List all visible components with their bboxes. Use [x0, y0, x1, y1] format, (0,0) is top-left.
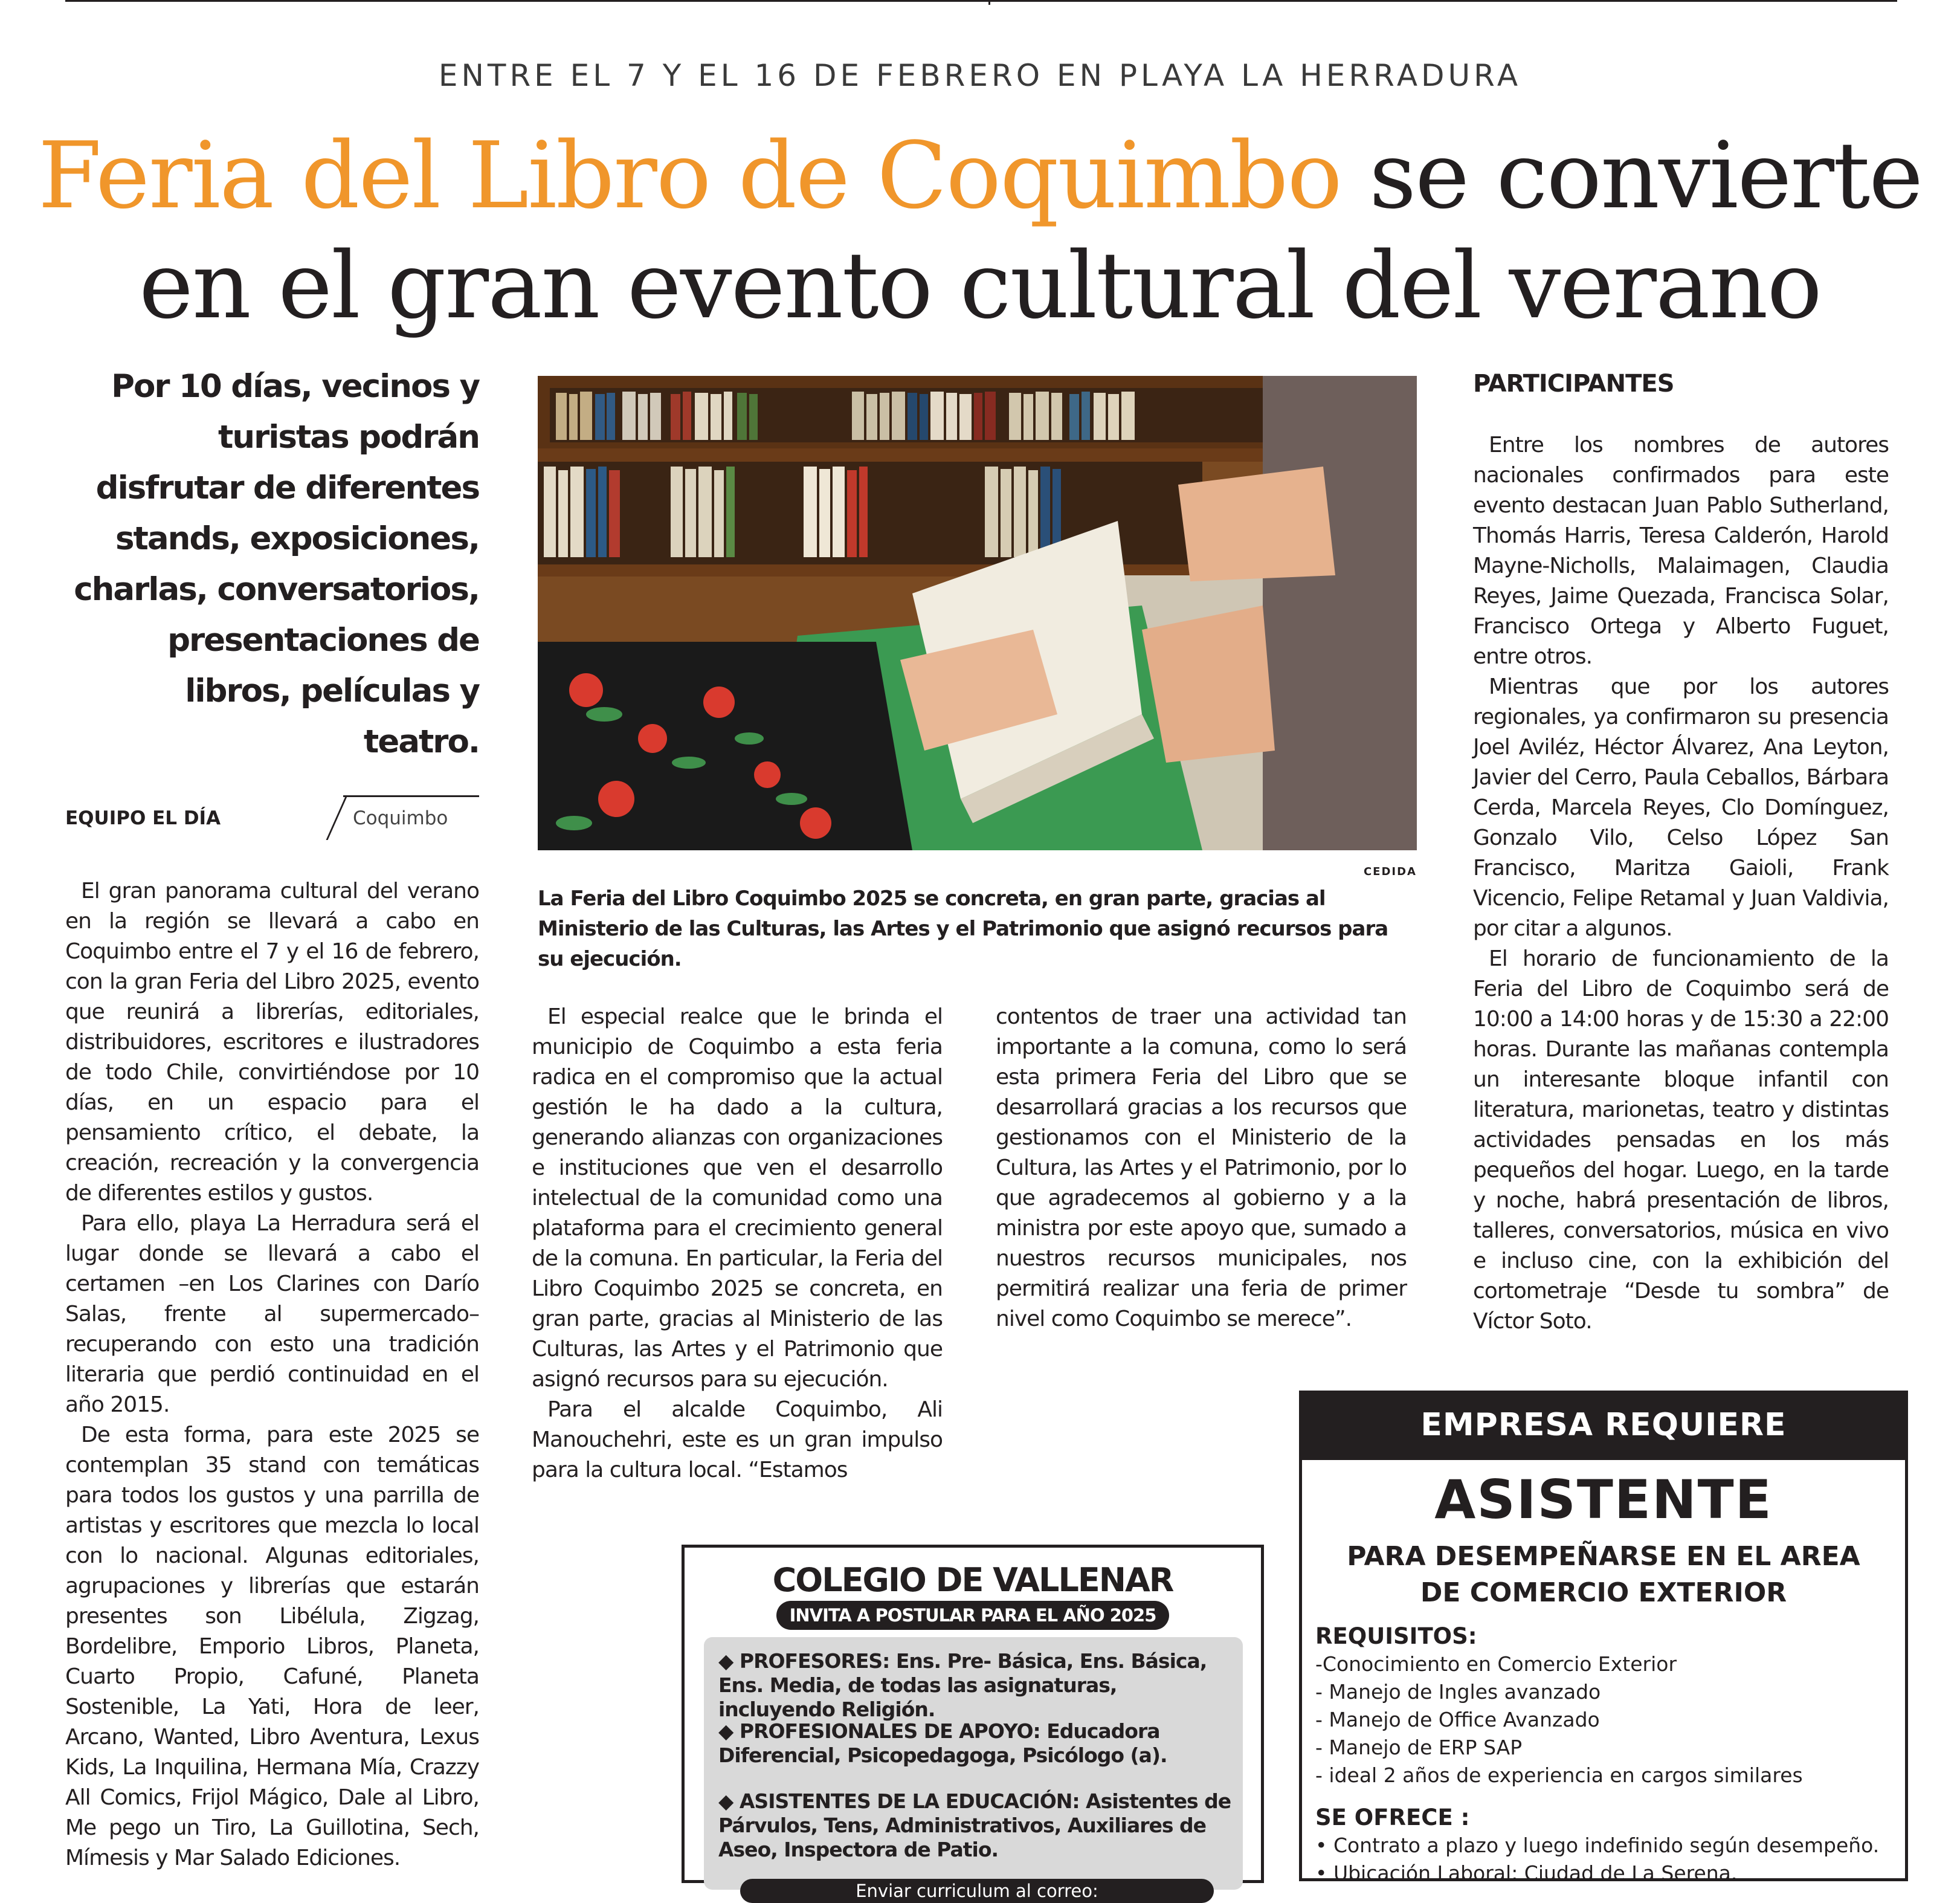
headline-line2: en el gran evento cultural del verano [139, 232, 1821, 339]
ad-ofrece-label: SE OFRECE : [1315, 1804, 1470, 1830]
ad-item: ◆ PROFESIONALES DE APOYO: Educadora Diferencial, Psicopedagoga, Psicólogo (a). [718, 1719, 1167, 1767]
top-rule [65, 0, 1897, 2]
paragraph: contentos de traer una actividad tan importante a la comuna, como lo será esta primera Feria del Libro que se desarrollará gracias a los recursos que gestionamos con el Ministerio de la Cultura, las Artes y el Patrimonio, por lo que agradecemos al gobierno y a la ministra por este apoyo que, sumado a nuestros recursos municipales, nos permitirá realizar una feria de primer nivel como Coquimbo se merece”. [996, 1004, 1407, 1331]
ad-area: PARA DESEMPEÑARSE EN EL AREA DE COMERCIO EXTERIOR [1347, 1541, 1860, 1608]
ad-position: ASISTENTE [1434, 1468, 1773, 1531]
ad-item: ◆ PROFESORES: Ens. Pre- Básica, Ens. Básica, Ens. Media, de todas las asignaturas, incluyendo Religión. [718, 1649, 1207, 1721]
byline-city: Coquimbo [353, 807, 448, 829]
headline [36, 121, 1924, 341]
kicker: ENTRE EL 7 Y EL 16 DE FEBRERO EN PLAYA LA HERRADURA [438, 58, 1522, 93]
paragraph: El horario de funcionamiento de la Feria del Libro de Coquimbo será de 10:00 a 14:00 horas y de 15:30 a 22:00 horas. Durante las mañanas contempla un interesante bloque infantil con literatura, marionetas, teatro y distintas actividades pensadas en los más pequeños del hogar. Luego, en la tarde y noche, habrá presentación de libros, talleres, conversatorios, música en vivo e incluso cine, con la exhibición del cortometraje “Desde tu sombra” de Víctor Soto. [1473, 946, 1889, 1334]
ad-requisito: -Conocimiento en Comercio Exterior [1315, 1652, 1677, 1676]
ad-requisito: - Manejo de ERP SAP [1315, 1736, 1523, 1759]
byline-separator [326, 795, 348, 840]
paragraph: Para ello, playa La Herradura será el lugar donde se llevará a cabo el certamen –en Los Clarines con Darío Salas, frente al supermercado– recuperando con esto una tradición literaria que perdió continuidad en el año 2015. [65, 1211, 479, 1417]
photo-illustration [538, 376, 1417, 850]
article-column-2 [532, 1002, 943, 1485]
deck: Por 10 días, vecinos y turistas podrán disfrutar de diferentes stands, exposiciones, charlas, conversatorios, presentaciones de libros, películas y teatro. [74, 368, 479, 760]
paragraph: El gran panorama cultural del verano en la región se llevará a cabo en Coquimbo entre el 7 y el 16 de febrero, con la gran Feria del Libro 2025, evento que reunirá a librerías, editoriales, distribuidores, escritores e ilustradores de todo Chile, convirtiéndose por 10 días, en un espacio para el pensamiento crítico, el debate, la creación, recreación y la convergencia de diferentes estilos y gustos. [65, 879, 479, 1206]
paragraph: Entre los nombres de autores nacionales confirmados para este evento destacan Juan Pablo Sutherland, Thomás Harris, Teresa Calderón, Harold Mayne-Nicholls, Malaimagen, Claudia Reyes, Jaime Quezada, Francisca Solar, Francisco Ortega y Alberto Fuguet, entre otros. [1473, 433, 1889, 669]
bullet-icon: ◆ [718, 1789, 733, 1813]
ad-header: EMPRESA REQUIERE [1302, 1394, 1905, 1460]
article-column-3 [996, 1002, 1407, 1334]
ad-title: COLEGIO DE VALLENAR [772, 1561, 1173, 1599]
byline-team: EQUIPO EL DÍA [65, 807, 221, 829]
participantes-body [1473, 430, 1889, 1337]
ad-item: ◆ ASISTENTES DE LA EDUCACIÓN: Asistentes de Párvulos, Tens, Administrativos, Auxiliares de Aseo, Inspectora de Patio. [718, 1789, 1231, 1861]
paragraph: Para el alcalde Coquimbo, Ali Manouchehri, este es un gran impulso para la cultura local. “Estamos [532, 1397, 943, 1482]
ad-requisito: - Manejo de Office Avanzado [1315, 1708, 1600, 1731]
article-column-1 [65, 876, 479, 1873]
section-title-participantes: PARTICIPANTES [1473, 370, 1674, 398]
headline-rest: se convierte [1341, 122, 1923, 229]
ad-requisitos-label: REQUISITOS: [1315, 1623, 1477, 1649]
photo-credit: CEDIDA [1363, 865, 1417, 878]
ad-requisito: - Manejo de Ingles avanzado [1315, 1680, 1601, 1704]
ad-subtitle: INVITA A POSTULAR PARA EL AÑO 2025 [776, 1601, 1169, 1630]
ad-empresa-requiere [1299, 1391, 1908, 1885]
paragraph: Mientras que por los autores regionales, ya confirmaron su presencia Joel Aviléz, Héctor Álvarez, Ana Leyton, Javier del Cerro, Paula Ceballos, Bárbara Cerda, Marcela Reyes, Clo Domínguez, Gonzalo Vilo, Celso López San Francisco, Maritza Gaioli, Frank Vicencio, Felipe Retamal y Juan Valdivia, por citar a algunos. [1473, 674, 1889, 941]
headline-accent: Feria del Libro de Coquimbo [37, 122, 1341, 229]
paragraph: De esta forma, para este 2025 se contemplan 35 stand con temáticas para todos los gustos y una parrilla de artistas y escritores que mezcla lo local con lo nacional. Algunas editoriales, agrupaciones y librerías que estarán presentes son Libélula, Zigzag, Bordelibre, Emporio Libros, Planeta, Cuarto Propio, Cafuné, Planeta Sostenible, La Yati, Hora de leer, Arcano, Wanted, Libro Aventura, Lexus Kids, La Inquilina, Hermana Mía, Crazzy All Comics, Frijol Mágico, Dale al Libro, Me pego un Tiro, La Guillotina, Sech, Mímesis y Mar Salado Ediciones. [65, 1423, 479, 1870]
bullet-icon: ◆ [718, 1719, 733, 1743]
ad-ofrece-item: • Ubicación Laboral: Ciudad de La Serena. [1315, 1861, 1738, 1885]
paragraph: El especial realce que le brinda el municipio de Coquimbo a esta feria radica en el compromiso que la actual gestión le ha dado a la cultura, generando alianzas con organizaciones e instituciones que ven el desarrollo intelectual de la comunidad como una plataforma para el crecimiento general de la comuna. En particular, la Feria del Libro Coquimbo 2025 se concreta, en gran parte, gracias al Ministerio de las Culturas, las Artes y el Patrimonio que asignó recursos para su ejecución. [532, 1004, 943, 1392]
article-photo [538, 376, 1417, 850]
bullet-icon: ◆ [718, 1649, 733, 1673]
ad-footer-email-label: Enviar curriculum al correo: [740, 1879, 1214, 1903]
ad-colegio-vallenar [682, 1545, 1264, 1901]
byline-rule [343, 795, 479, 797]
top-rule-tick [988, 0, 990, 5]
photo-caption: La Feria del Libro Coquimbo 2025 se concreta, en gran parte, gracias al Ministerio de las Culturas, las Artes y el Patrimonio que asignó recursos para su ejecución. [538, 887, 1388, 971]
byline [65, 795, 479, 839]
ad-requisito: - ideal 2 años de experiencia en cargos similares [1315, 1763, 1803, 1787]
ad-ofrece-item: • Contrato a plazo y luego indefinido según desempeño. [1315, 1834, 1880, 1857]
